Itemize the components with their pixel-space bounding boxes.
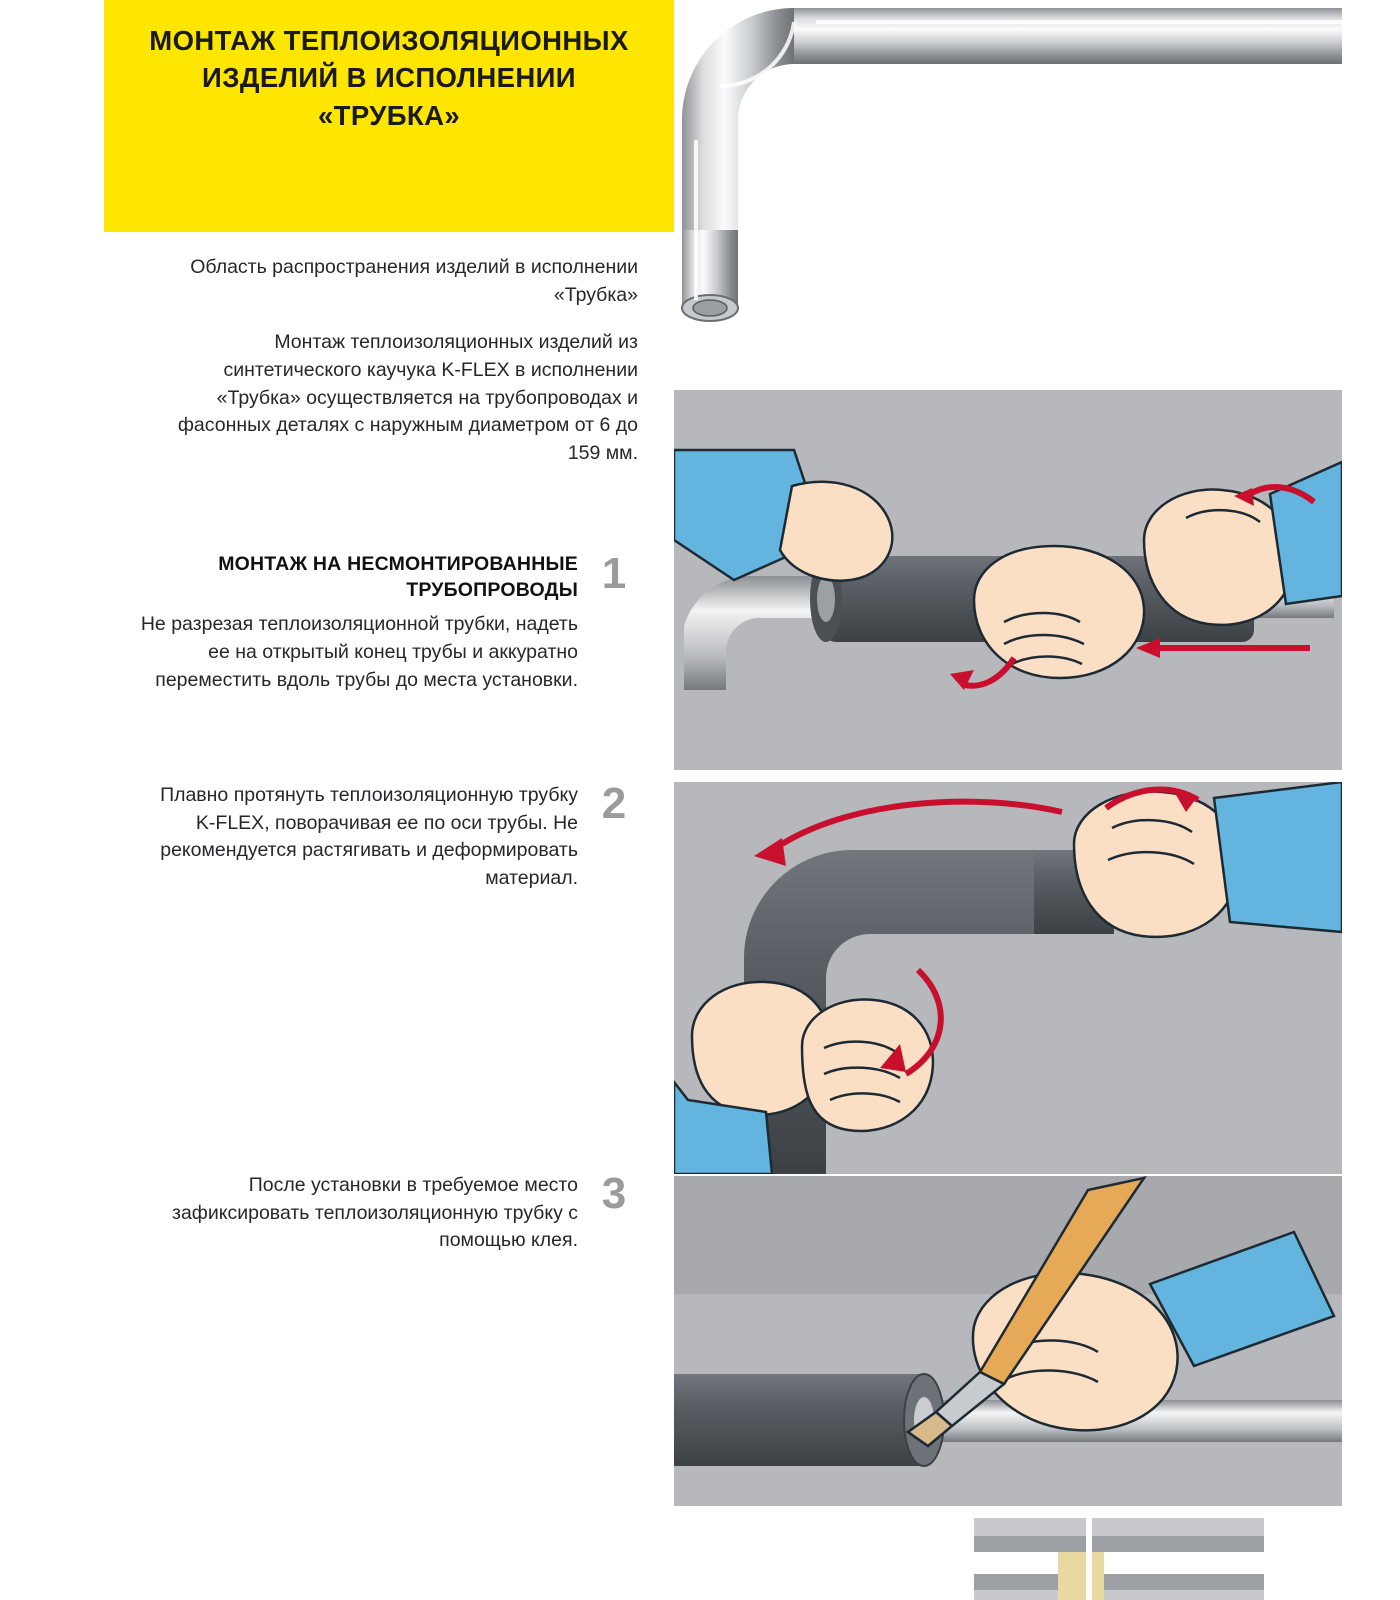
intro-body: Монтаж теплоизоляционных изделий из синтетического каучука K-FLEX в исполнении «Трубка» осуществляется на трубопроводах и фасонных деталях с наружным диаметром от 6 до 159 мм. [177, 331, 638, 465]
step-2-block [140, 779, 638, 893]
step-3-block [140, 1169, 638, 1255]
step-1 [140, 549, 638, 695]
text-column [104, 232, 674, 1600]
page-title-line-3: «ТРУБКА» [317, 99, 461, 131]
illustration-bent-metal-pipe [674, 0, 1342, 378]
step-2-number: 2 [601, 779, 627, 828]
step-2-text: Плавно протянуть теплоизоляционную трубку K-FLEX, поворачивая ее по оси трубы. Не рекомендуется растягивать и деформировать материал. [160, 784, 578, 890]
illustration-step-1 [674, 390, 1342, 770]
step-3-number: 3 [601, 1169, 627, 1218]
section-block [140, 549, 638, 695]
step-1-text: Не разрезая теплоизоляционной трубки, надеть ее на открытый конец трубы и аккуратно переместить вдоль трубы до места установки. [140, 613, 578, 691]
title-block [104, 0, 674, 232]
left-margin [0, 0, 104, 1600]
step-3 [140, 1169, 638, 1255]
illustration-step-3 [674, 1176, 1342, 1506]
right-margin [1342, 0, 1400, 1600]
step-2 [140, 779, 638, 893]
step-1-number: 1 [601, 549, 627, 598]
illustration-step-2 [674, 782, 1342, 1174]
page-title-line-2: ИЗДЕЛИЙ В ИСПОЛНЕНИИ [202, 62, 576, 94]
intro-lead: Область распространения изделий в исполнении «Трубка» [190, 256, 638, 306]
section-heading: МОНТАЖ НА НЕСМОНТИРОВАННЫЕ ТРУБОПРОВОДЫ [218, 553, 578, 601]
illustration-glued-joint-detail [674, 1518, 1342, 1600]
page-title-line-1: МОНТАЖ ТЕПЛОИЗОЛЯЦИОННЫХ [149, 25, 629, 56]
step-3-text: После установки в требуемое место зафиксировать теплоизоляционную трубку с помощью клея. [172, 1174, 578, 1252]
illustration-column [674, 0, 1342, 1600]
intro-block [140, 242, 638, 468]
